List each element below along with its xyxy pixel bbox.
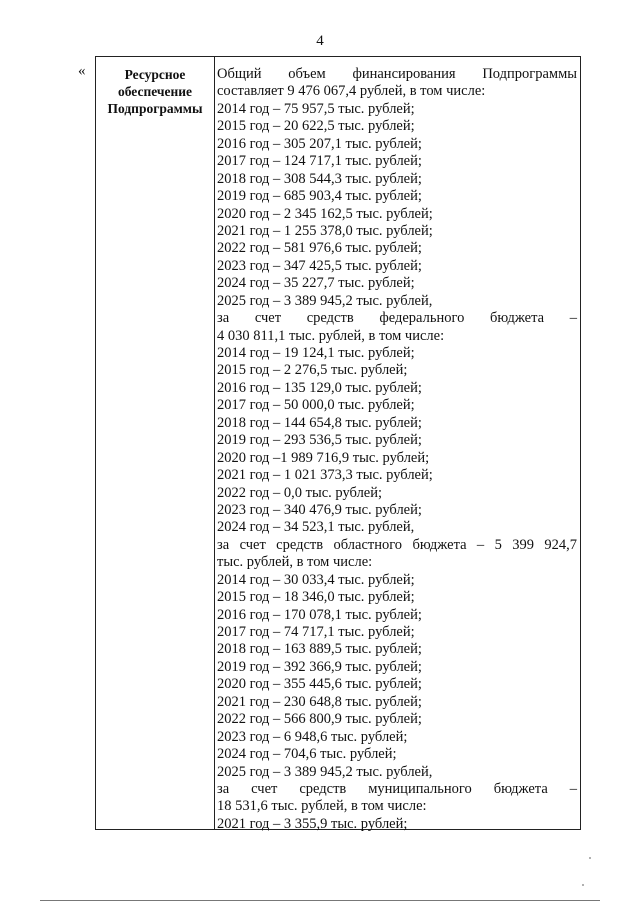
funding-line: 2025 год – 3 389 945,2 тыс. рублей,	[217, 292, 433, 309]
funding-line: 2019 год – 685 903,4 тыс. рублей;	[217, 188, 422, 205]
funding-line: 2024 год – 704,6 тыс. рублей;	[217, 746, 397, 763]
scan-speck	[589, 857, 591, 859]
funding-line: 2024 год – 35 227,7 тыс. рублей;	[217, 275, 415, 292]
opening-quote-mark: «	[78, 63, 86, 79]
funding-line: 2016 год – 170 078,1 тыс. рублей;	[217, 606, 422, 623]
funding-line: 2015 год – 2 276,5 тыс. рублей;	[217, 362, 408, 379]
funding-line: составляет 9 476 067,4 рублей, в том числе:	[217, 83, 486, 100]
funding-line: 2017 год – 124 717,1 тыс. рублей;	[217, 153, 422, 170]
funding-line: 2019 год – 392 366,9 тыс. рублей;	[217, 658, 422, 675]
column-divider	[214, 57, 215, 829]
funding-line: 2018 год – 144 654,8 тыс. рублей;	[217, 414, 422, 431]
page-number: 4	[316, 33, 324, 49]
funding-line: 2023 год – 340 476,9 тыс. рублей;	[217, 501, 422, 518]
funding-line: тыс. рублей, в том числе:	[217, 554, 373, 571]
funding-line: 2021 год – 230 648,8 тыс. рублей;	[217, 693, 422, 710]
funding-line: 2020 год – 2 345 162,5 тыс. рублей;	[217, 205, 433, 222]
funding-line: 2018 год – 308 544,3 тыс. рублей;	[217, 170, 422, 187]
row-header-line: Ресурсное	[124, 67, 186, 82]
funding-line: Общий объем финансирования Подпрограммы	[217, 66, 577, 82]
page-bottom-rule	[40, 900, 600, 901]
funding-line: за счет средств федерального бюджета –	[217, 310, 577, 327]
funding-line: 18 531,6 тыс. рублей, в том числе:	[217, 798, 427, 815]
funding-line: 2023 год – 347 425,5 тыс. рублей;	[217, 257, 422, 274]
funding-line: 2014 год – 30 033,4 тыс. рублей;	[217, 571, 415, 588]
funding-line: 2020 год –1 989 716,9 тыс. рублей;	[217, 449, 430, 466]
funding-text-cell	[217, 66, 577, 833]
funding-line: 2021 год – 3 355,9 тыс. рублей;	[217, 815, 408, 832]
funding-line: 4 030 811,1 тыс. рублей, в том числе:	[217, 327, 445, 344]
funding-line: 2024 год – 34 523,1 тыс. рублей,	[217, 519, 415, 536]
scan-speck	[582, 884, 584, 886]
resource-provision-table	[95, 56, 581, 830]
funding-line: 2022 год – 0,0 тыс. рублей;	[217, 484, 383, 501]
funding-line: 2016 год – 135 129,0 тыс. рублей;	[217, 379, 422, 396]
row-header-cell	[96, 66, 214, 117]
funding-line: 2014 год – 19 124,1 тыс. рублей;	[217, 345, 415, 361]
funding-line: 2015 год – 20 622,5 тыс. рублей;	[217, 118, 415, 135]
funding-line: 2020 год – 355 445,6 тыс. рублей;	[217, 676, 422, 693]
funding-line: 2022 год – 581 976,6 тыс. рублей;	[217, 240, 422, 257]
funding-line: за счет средств областного бюджета – 5 399 924,7	[217, 536, 577, 553]
funding-line: 2021 год – 1 021 373,3 тыс. рублей;	[217, 467, 433, 484]
funding-line: за счет средств муниципального бюджета –	[217, 780, 577, 797]
funding-line: 2019 год – 293 536,5 тыс. рублей;	[217, 432, 422, 449]
row-header-line: Подпрограммы	[107, 101, 203, 116]
funding-line: 2014 год – 75 957,5 тыс. рублей;	[217, 100, 415, 117]
funding-line: 2017 год – 50 000,0 тыс. рублей;	[217, 397, 415, 414]
funding-line: 2015 год – 18 346,0 тыс. рублей;	[217, 589, 415, 606]
funding-line: 2023 год – 6 948,6 тыс. рублей;	[217, 728, 408, 745]
funding-line: 2022 год – 566 800,9 тыс. рублей;	[217, 711, 422, 728]
funding-line: 2016 год – 305 207,1 тыс. рублей;	[217, 135, 422, 152]
funding-line: 2025 год – 3 389 945,2 тыс. рублей,	[217, 763, 433, 780]
funding-line: 2018 год – 163 889,5 тыс. рублей;	[217, 641, 422, 658]
funding-line: 2017 год – 74 717,1 тыс. рублей;	[217, 624, 415, 640]
funding-line: 2021 год – 1 255 378,0 тыс. рублей;	[217, 222, 433, 239]
row-header-line: обеспечение	[117, 84, 193, 99]
